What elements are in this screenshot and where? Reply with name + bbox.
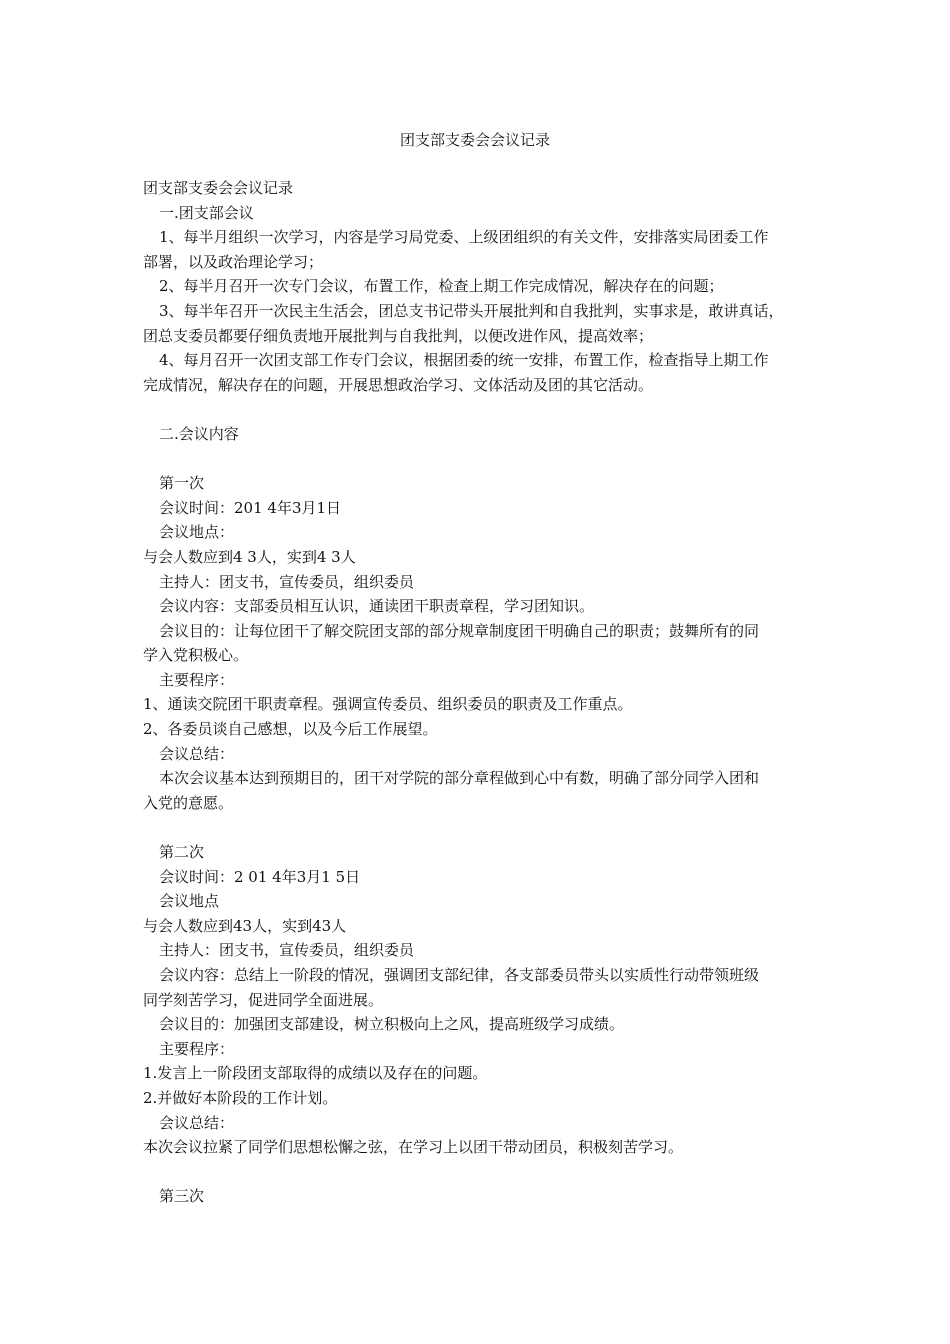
meeting-heading-2: 第二次 (159, 843, 205, 862)
procedure-item: 2、各委员谈自己感想，以及今后工作展望。 (143, 720, 438, 739)
meeting-host: 主持人：团支书，宣传委员，组织委员 (159, 941, 415, 960)
meeting-attendance: 与会人数应到43人，实到43人 (143, 916, 347, 935)
paragraph-line: 2、每半月召开一次专门会议，布置工作，检查上期工作完成情况，解决存在的问题； (159, 277, 724, 296)
document-title: 团支部支委会会议记录 (399, 131, 550, 149)
meeting-content: 会议内容：总结上一阶段的情况，强调团支部纪律，各支部委员带头以实质性行动带领班级 (159, 966, 760, 984)
meeting-attendance: 与会人数应到4 3人，实到4 3人 (143, 547, 356, 566)
paragraph-line: 1、每半月组织一次学习，内容是学习局党委、上级团组织的有关文件，安排落实局团委工作 (159, 228, 769, 247)
meeting-summary-label: 会议总结： (159, 1113, 235, 1132)
meeting-place: 会议地点 (159, 892, 220, 911)
meeting-content: 会议内容：支部委员相互认识，通读团干职责章程，学习团知识。 (159, 597, 595, 616)
meeting-summary-label: 会议总结： (159, 744, 235, 763)
meeting-heading-3: 第三次 (159, 1187, 205, 1206)
blank-line (143, 447, 813, 472)
procedure-item: 1.发言上一阶段团支部取得的成绩以及存在的问题。 (143, 1064, 488, 1083)
blank-line (143, 397, 813, 422)
paragraph-line: 4、每月召开一次团支部工作专门会议，根据团委的统一安排，布置工作，检查指导上期工作 (159, 351, 769, 370)
document-body (143, 176, 813, 1209)
blank-line (143, 1160, 813, 1185)
paragraph-line: 3、每半年召开一次民主生活会，团总支书记带头开展批判和自我批判，实事求是，敢讲真话， (159, 301, 784, 320)
meeting-time: 会议时间：201 4年3月1日 (159, 498, 342, 517)
meeting-purpose: 会议目的：加强团支部建设，树立积极向上之风，提高班级学习成绩。 (159, 1015, 625, 1034)
paragraph-line: 入党的意愿。 (143, 793, 234, 812)
paragraph-line: 完成情况，解决存在的问题，开展思想政治学习、文体活动及团的其它活动。 (143, 375, 654, 394)
meeting-host: 主持人：团支书，宣传委员，组织委员 (159, 572, 415, 591)
meeting-procedure-label: 主要程序： (159, 1039, 235, 1058)
procedure-item: 2.并做好本阶段的工作计划。 (143, 1088, 338, 1107)
procedure-item: 1、通读交院团干职责章程。强调宣传委员、组织委员的职责及工作重点。 (143, 695, 633, 714)
meeting-summary: 本次会议基本达到预期目的，团干对学院的部分章程做到心中有数，明确了部分同学入团和 (159, 769, 760, 788)
meeting-purpose: 会议目的：让每位团干了解交院团支部的部分规章制度团干明确自己的职责；鼓舞所有的同 (159, 621, 760, 640)
section-heading-meetings: 一.团支部会议 (159, 203, 254, 222)
blank-line (143, 815, 813, 840)
body-heading: 团支部支委会会议记录 (143, 179, 294, 197)
paragraph-line: 学入党积极心。 (143, 646, 249, 665)
paragraph-line: 团总支委员都要仔细负责地开展批判与自我批判，以便改进作风，提高效率； (143, 326, 654, 345)
meeting-heading-1: 第一次 (159, 474, 205, 493)
meeting-place: 会议地点： (159, 523, 235, 542)
meeting-summary: 本次会议拉紧了同学们思想松懈之弦，在学习上以团干带动团员，积极刻苦学习。 (143, 1138, 684, 1157)
meeting-time: 会议时间：2 01 4年3月1 5日 (159, 867, 361, 886)
section-heading-contents: 二.会议内容 (159, 424, 239, 443)
meeting-procedure-label: 主要程序： (159, 670, 235, 689)
paragraph-line: 部署，以及政治理论学习； (143, 252, 324, 271)
paragraph-line: 同学刻苦学习，促进同学全面进展。 (143, 990, 384, 1009)
